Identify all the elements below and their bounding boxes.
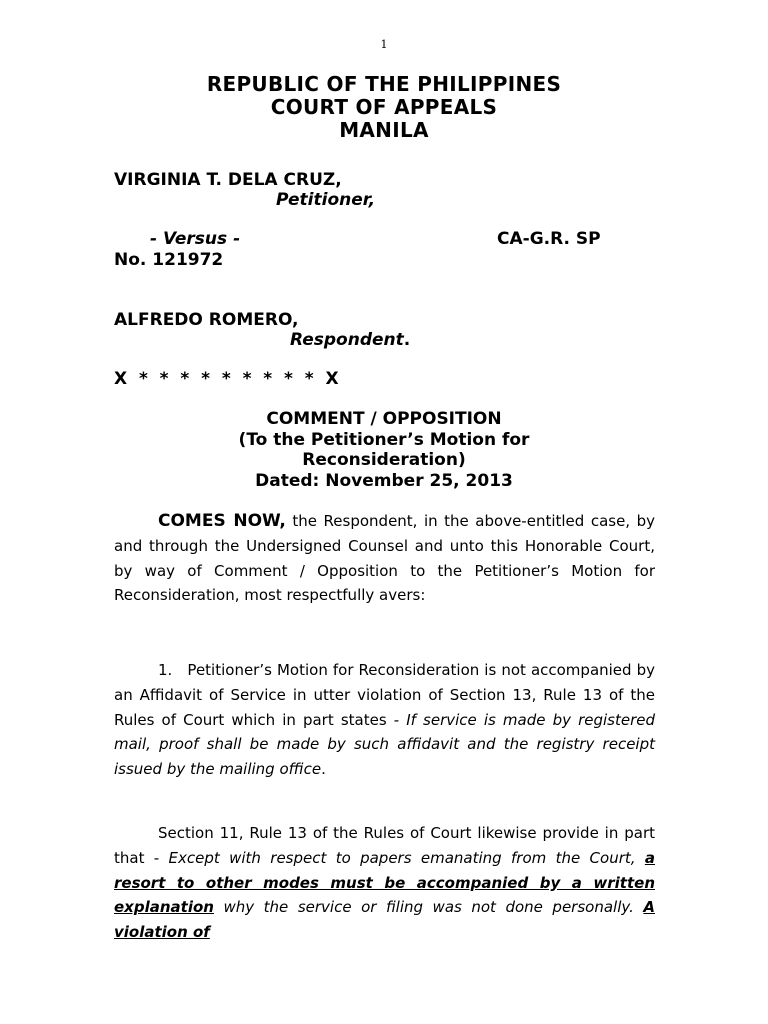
respondent-role-period: .	[403, 330, 411, 350]
case-number: CA-G.R. SP	[497, 229, 601, 249]
petitioner-name: VIRGINIA T. DELA CRUZ,	[114, 170, 342, 190]
versus-text: - Versus -	[150, 229, 241, 249]
case-number-continued: No. 121972	[114, 250, 224, 270]
comes-now-lead: COMES NOW,	[158, 511, 286, 531]
paragraph-section-11	[114, 821, 655, 945]
heading-court: COURT OF APPEALS	[270, 95, 498, 119]
paragraph-1-text: 1. Petitioner’s Motion for Reconsideration is not accompanied by an Affidavit of Service in utter violation of Section 13, Rule 13 of the Rules of Court which in part states -	[114, 661, 655, 729]
petitioner-role: Petitioner,	[276, 190, 376, 210]
respondent-role-text: Respondent	[290, 330, 404, 350]
heading-republic: REPUBLIC OF THE PHILIPPINES	[206, 72, 562, 96]
title-line-2: (To the Petitioner’s Motion for	[238, 429, 530, 450]
paragraph-comes-now	[114, 509, 655, 608]
paragraph-1-end: .	[321, 760, 326, 779]
caption-separator: X * * * * * * * * * X	[114, 369, 339, 389]
section-11-emphasis: a resort to other modes must be accompanied by a written explanation	[114, 848, 655, 917]
section-11-quote: Except with respect to papers emanating from the Court,	[168, 848, 645, 867]
title-line-1: COMMENT / OPPOSITION	[266, 409, 502, 429]
heading-city: MANILA	[339, 118, 429, 142]
section-11-quote-cont: why the service or filing was not done personally.	[213, 898, 644, 917]
title-line-3: Reconsideration)	[302, 450, 466, 470]
respondent-name: ALFREDO ROMERO,	[114, 310, 299, 330]
title-date: Dated: November 25, 2013	[255, 470, 513, 491]
paragraph-1	[114, 658, 655, 782]
document-title	[0, 409, 768, 491]
page-number: 1	[380, 38, 388, 51]
respondent-role	[290, 330, 410, 351]
comes-now-text: the Respondent, in the above-entitled case, by and through the Undersigned Counsel and unto this Honorable Court, by way of Comment / Opposition to the Petitioner’s Motion for Reconsideration, most respectfully avers:	[114, 512, 655, 605]
court-heading	[0, 73, 768, 142]
paragraph-1-quote: If service is made by registered mail, proof shall be made by such affidavit and the registry receipt issued by the mailing office	[114, 710, 655, 779]
section-11-violation: A violation of	[114, 898, 655, 942]
section-11-text: Section 11, Rule 13 of the Rules of Court likewise provide in part that -	[114, 824, 655, 867]
versus-label	[150, 229, 240, 250]
